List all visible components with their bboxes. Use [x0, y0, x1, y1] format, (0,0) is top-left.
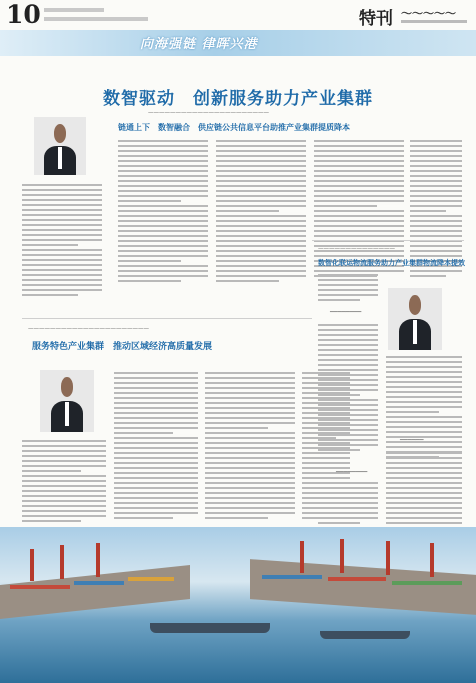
article-3-col-1: [318, 274, 378, 304]
article-3-title: 数智化联运物流服务助力产业集群物流降本提效: [318, 259, 465, 267]
page-number: 10: [6, 0, 41, 29]
article-3-col-3: [318, 482, 378, 527]
article-2-col-1: [22, 440, 106, 525]
newspaper-logo: 〜〜〜〜〜: [401, 7, 456, 20]
portrait-photo-2: [40, 370, 94, 432]
article-2-col-2: [114, 372, 198, 522]
editor-line: [44, 17, 148, 21]
separator-rule: [22, 318, 312, 319]
article-1-kicker: ——————————————————————: [148, 110, 269, 116]
article-1-col-2: [118, 140, 208, 285]
newspaper-issue: [401, 20, 467, 23]
article-2-kicker: ——————————————————————: [28, 326, 149, 332]
main-headline: 数智驱动 创新服务助力产业集群: [103, 89, 373, 109]
article-3-kicker: ——————————————: [318, 246, 395, 252]
article-2-col-3: [205, 372, 295, 522]
page-header: [0, 0, 476, 31]
portrait-photo-1: [34, 117, 86, 175]
separator-rule-right: [312, 240, 464, 241]
slogan-text: 向海强链 律晖兴港: [140, 37, 258, 52]
slogan-banner: [0, 30, 476, 56]
article-3-subhead-3: ──────: [400, 436, 424, 444]
article-2-title: 服务特色产业集群 推动区域经济高质量发展: [32, 342, 213, 352]
harbor-aerial-photo: [0, 527, 476, 683]
article-3-col-2: [318, 324, 378, 454]
article-3-col-5: [386, 452, 462, 532]
article-1-col-3: [216, 140, 306, 285]
portrait-photo-3: [388, 288, 442, 350]
article-3-subhead-2: ────────: [336, 468, 368, 476]
article-3-subhead-1: ────────: [330, 308, 362, 316]
article-1-col-1: [22, 184, 102, 299]
article-1-title: 链通上下 数智融合 供应链公共信息平台助推产业集群提质降本: [118, 123, 350, 132]
date-line: [44, 8, 104, 12]
section-name: 特刊: [359, 9, 393, 29]
article-3-col-4: [386, 356, 462, 461]
